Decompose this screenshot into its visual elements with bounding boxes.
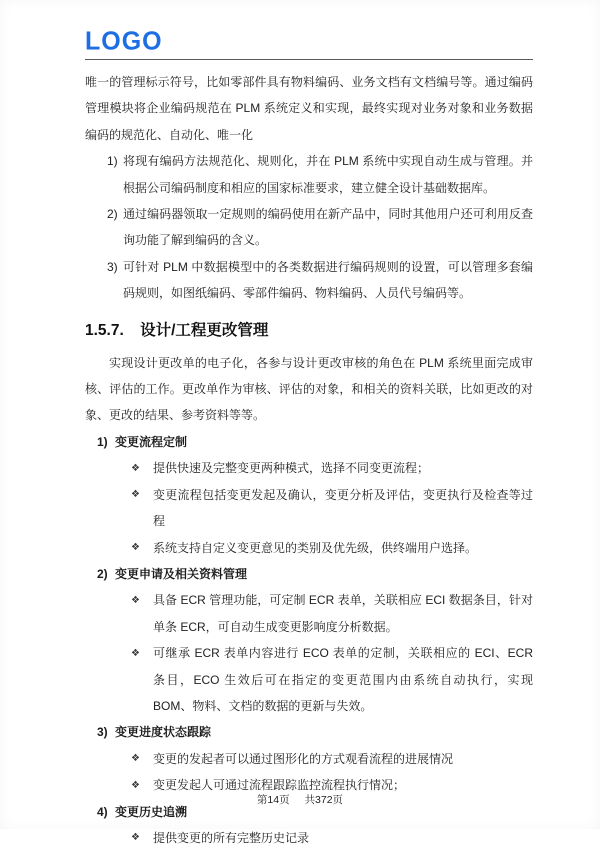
page-header [0, 0, 600, 57]
coding-numbered-list [85, 148, 533, 306]
section-intro-paragraph: 实现设计更改单的电子化，各参与设计更改审核的角色在 PLM 系统里面完成审核、评估的工作。更改单作为审核、评估的对象，和相关的资料关联，比如更改的对象、更改的结果、参考资料等等。 [85, 355, 533, 423]
page-footer [0, 792, 600, 807]
feature-item-label: 变更申请及相关资料管理 [115, 566, 248, 581]
document-body [0, 60, 600, 851]
diamond-bullet-icon: ❖ [131, 594, 140, 606]
diamond-bullet-icon: ❖ [131, 462, 140, 474]
diamond-bullet-icon: ❖ [131, 832, 140, 844]
bullet-text: 具备 ECR 管理功能，可定制 ECR 表单，关联相应 ECI 数据条目，针对单条 ECR，可自动生成变更影响度分析数据。 [153, 593, 533, 634]
diamond-bullet-icon: ❖ [131, 489, 140, 501]
bullet-text: 变更的发起者可以通过图形化的方式观看流程的进展情况 [153, 751, 454, 766]
feature-item-title [85, 561, 533, 587]
list-item [85, 148, 533, 201]
bullet-item [85, 746, 533, 772]
list-item-text: 可针对 PLM 中数据模型中的各类数据进行编码规则的设置，可以管理多套编码规则，如图纸编码、零部件编码、物料编码、人员代号编码等。 [123, 259, 533, 301]
section-number: 1.5.7. [85, 321, 124, 339]
footer-total-pages: 共372页 [304, 794, 344, 806]
feature-item-label: 变更进度状态跟踪 [115, 725, 212, 740]
bullet-text: 系统支持自定义变更意见的类别及优先级，供终端用户选择。 [153, 540, 478, 555]
bullet-text: 提供快速及完整变更两种模式，选择不同变更流程； [153, 461, 430, 476]
intro-paragraph: 唯一的管理标示符号，比如零部件具有物料编码、业务文档有文档编号等。通过编码管理模块将企业编码规范在 PLM 系统定义和实现，最终实现对业务对象和业务数据编码的规范化、自动化、唯一化 [85, 75, 533, 142]
bullet-item [85, 825, 533, 851]
bullet-text: 变更发起人可通过流程跟踪监控流程执行情况； [153, 778, 406, 793]
bullet-item [85, 640, 533, 719]
list-item-number: 2) [107, 207, 118, 222]
list-item-text: 将现有编码方法规范化、规则化，并在 PLM 系统中实现自动生成与管理。并根据公司编码制度和相应的国家标准要求，建立健全设计基础数据库。 [123, 154, 533, 195]
diamond-bullet-icon: ❖ [131, 779, 140, 791]
bullet-item [85, 535, 533, 561]
diamond-bullet-icon: ❖ [131, 542, 140, 553]
feature-item-label: 变更历史追溯 [115, 804, 188, 819]
bullet-item [85, 587, 533, 640]
bullet-item [85, 455, 533, 481]
list-item-number: 1) [107, 154, 118, 169]
list-item [85, 201, 533, 254]
list-item-number: 3) [107, 259, 118, 274]
company-logo: LOGO [85, 26, 163, 56]
bullet-text: 提供变更的所有完整历史记录 [153, 830, 310, 845]
feature-item-number: 3) [97, 725, 108, 740]
diamond-bullet-icon: ❖ [131, 753, 140, 765]
list-item [85, 254, 533, 307]
feature-item-number: 1) [97, 434, 108, 449]
feature-item-number: 2) [97, 566, 108, 581]
section-title: 设计/工程更改管理 [140, 321, 269, 339]
list-item-text: 通过编码器领取一定规则的编码使用在新产品中，同时其他用户还可利用反查询功能了解到编码的含义。 [123, 207, 533, 248]
feature-item-label: 变更流程定制 [115, 434, 188, 449]
bullet-text: 变更流程包括变更发起及确认，变更分析及评估，变更执行及检查等过程 [153, 487, 533, 529]
footer-page-number: 第14页 [256, 794, 290, 806]
feature-item-number: 4) [97, 804, 108, 819]
feature-item-title [85, 719, 533, 745]
section-heading [85, 320, 533, 342]
bullet-item [85, 482, 533, 535]
feature-item-title [85, 429, 533, 455]
bullet-text: 可继承 ECR 表单内容进行 ECO 表单的定制，关联相应的 ECI、ECR 条目，ECO 生效后可在指定的变更范围内由系统自动执行，实现 BOM、物料、文档的数据的更新与失效。 [153, 646, 533, 713]
diamond-bullet-icon: ❖ [131, 647, 140, 659]
